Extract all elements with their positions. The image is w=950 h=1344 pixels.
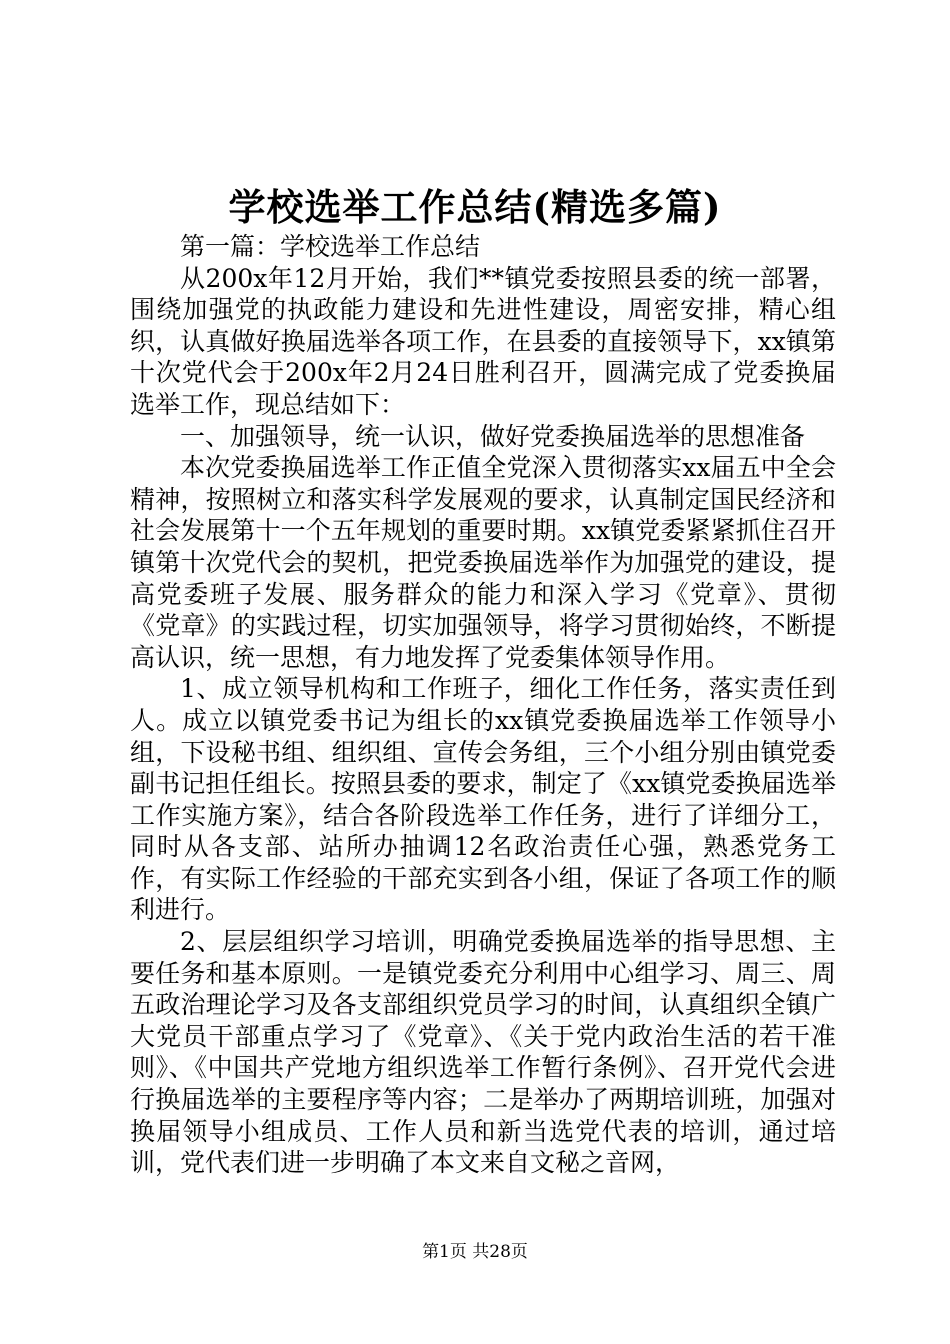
document-title: 学校选举工作总结(精选多篇) <box>228 185 722 229</box>
section-heading: 一、加强领导，统一认识，做好党委换届选举的思想准备 <box>180 421 806 451</box>
chapter-heading: 第一篇：学校选举工作总结 <box>180 232 481 261</box>
paragraph: 2、层层组织学习培训，明确党委换届选举的指导思想、主要任务和基本原则。一是镇党委充分利用中心组学习、周三、周五政治理论学习及各支部组织党员学习的时间，认真组织全镇广大党员干部重点学习了《党章》、《关于党内政治生活的若干准则》、《中国共产党地方组织选举工作暂行条例》、召开党代会进行换届选举的主要程序等内容；二是举办了两期培训班，加强对换届领导小组成员、工作人员和新当选党代表的培训，通过培训，党代表们进一步明确了本文来自文秘之音网， <box>130 927 836 1178</box>
paragraph: 本次党委换届选举工作正值全党深入贯彻落实xx届五中全会精神，按照树立和落实科学发展观的要求，认真制定国民经济和社会发展第十一个五年规划的重要时期。xx镇党委紧紧抓住召开镇第十次党代会的契机，把党委换届选举作为加强党的建设，提高党委班子发展、服务群众的能力和深入学习《党章》、贯彻《党章》的实践过程，切实加强领导，将学习贯彻始终，不断提高认识，统一思想，有力地发挥了党委集体领导作用。 <box>130 453 836 672</box>
paragraph: 1、成立领导机构和工作班子，细化工作任务，落实责任到人。成立以镇党委书记为组长的xx镇党委换届选举工作领导小组，下设秘书组、组织组、宣传会务组，三个小组分别由镇党委副书记担任组长。按照县委的要求，制定了《xx镇党委换届选举工作实施方案》，结合各阶段选举工作任务，进行了详细分工，同时从各支部、站所办抽调12名政治责任心强，熟悉党务工作，有实际工作经验的干部充实到各小组，保证了各项工作的顺利进行。 <box>130 674 836 925</box>
paragraph: 从200x年12月开始，我们**镇党委按照县委的统一部署，围绕加强党的执政能力建设和先进性建设，周密安排，精心组织，认真做好换届选举各项工作，在县委的直接领导下，xx镇第十次党代会于200x年2月24日胜利召开，圆满完成了党委换届选举工作，现总结如下： <box>130 263 836 419</box>
document-body <box>130 231 836 1179</box>
page-footer: 第1页 共28页 <box>422 1242 528 1262</box>
